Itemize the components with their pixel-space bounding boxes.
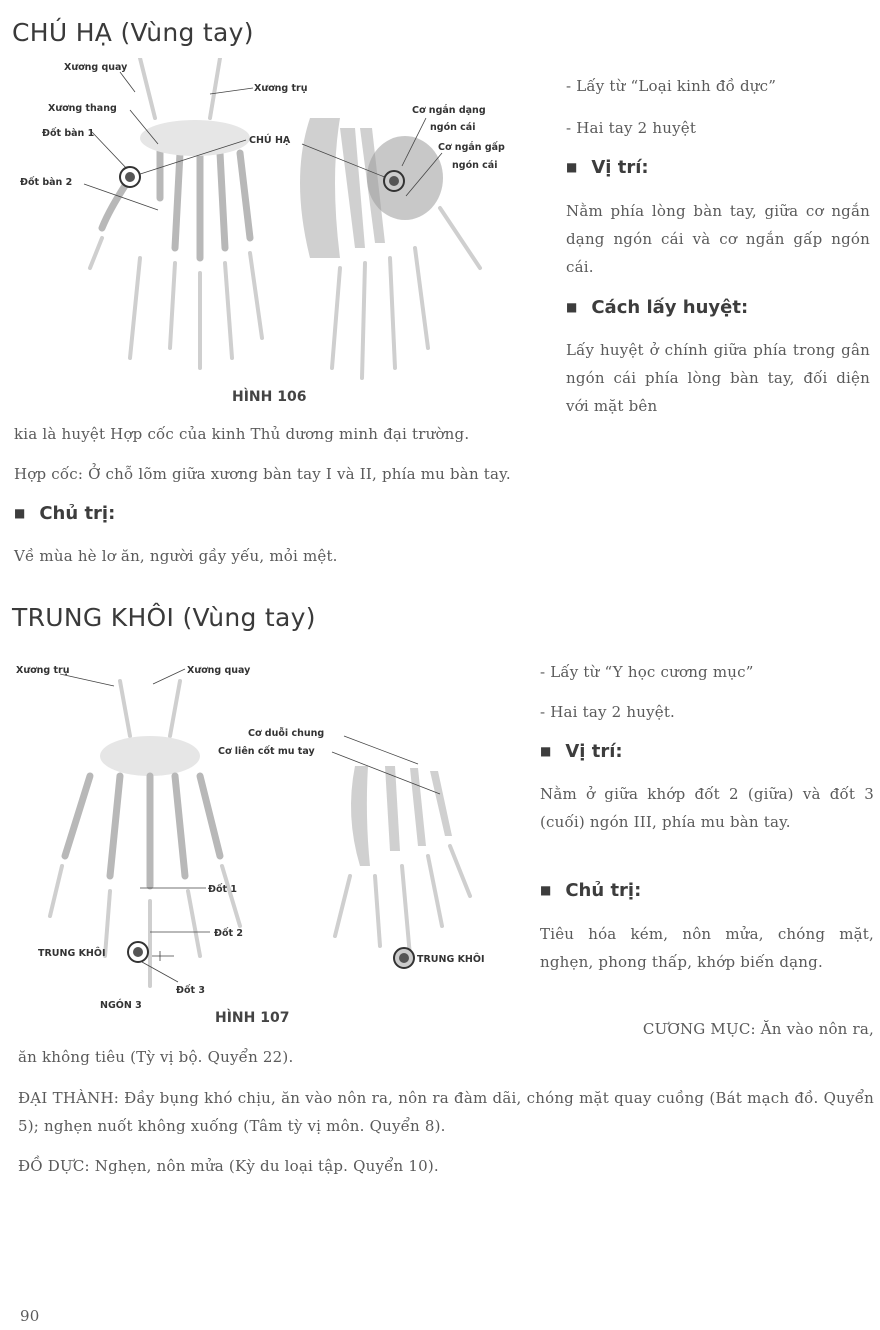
section2-vi-tri-text: Nằm ở giữa khớp đốt 2 (giữa) và đốt 3 (cuối) ngón III, phía mu bàn tay. [540, 785, 874, 831]
figure-106 [10, 58, 530, 410]
section2-chu-tri-text: Tiêu hóa kém, nôn mửa, chóng mặt, nghẹn, phong thấp, khớp biến dạng. [540, 925, 874, 971]
label-co-lien-cot: Cơ liên cốt mu tay [218, 746, 315, 757]
section1-source: - Lấy từ “Loại kinh đồ dực” [566, 77, 777, 95]
label-co-duoi-chung: Cơ duỗi chung [248, 728, 325, 739]
bullet-icon: ■ [566, 300, 578, 314]
section2-do-duc: ĐỒ DỰC: Nghẹn, nôn mửa (Kỳ du loại tập. Quyển 10). [18, 1157, 439, 1175]
section1-chu-tri-text: Về mùa hè lơ ăn, người gầy yếu, mỏi mệt. [14, 547, 338, 565]
trung-khoi-point-marker-left [128, 942, 148, 962]
bullet-icon: ■ [14, 506, 26, 520]
section2-count: - Hai tay 2 huyệt. [540, 703, 676, 721]
label-dot-ban-2: Đốt bàn 2 [20, 177, 73, 188]
section1-cach-lay-heading: ■ Cách lấy huyệt: [566, 297, 749, 318]
label-dot-3: Đốt 3 [176, 985, 205, 996]
label-co-ngan-dang-2: ngón cái [430, 122, 476, 133]
section1-cach-lay-text: Lấy huyệt ở chính giữa phía trong gân ngón cái phía lòng bàn tay, đối diện với mặt bên [566, 341, 870, 415]
label-trung-khoi-left: TRUNG KHÔI [38, 948, 106, 959]
bullet-icon: ■ [540, 883, 552, 897]
page-number: 90 [20, 1307, 40, 1325]
section2-source: - Lấy từ “Y học cương mục” [540, 663, 754, 681]
right-hand-muscle-illustration [335, 766, 470, 956]
chu-ha-point-marker [120, 167, 140, 187]
figure-107 [10, 656, 530, 1028]
label-xuong-tru: Xương trụ [254, 83, 308, 94]
section1-vi-tri-heading: ■ Vị trí: [566, 157, 649, 178]
right-hand-muscle-illustration [300, 118, 480, 378]
label-ngon-3: NGÓN 3 [100, 1000, 142, 1011]
section1-cach-lay-text-cont: kia là huyệt Hợp cốc của kinh Thủ dương minh đại trường. [14, 425, 470, 443]
label-co-ngan-gap-1: Cơ ngắn gấp [438, 142, 505, 153]
label-trung-khoi-right: TRUNG KHÔI [417, 954, 485, 965]
section2-vi-tri-heading: ■ Vị trí: [540, 741, 623, 762]
section2-cuong-muc: CƯƠNG MỤC: Ăn vào nôn ra, [642, 1020, 874, 1038]
section1-count: - Hai tay 2 huyệt [566, 119, 697, 137]
left-hand-skeleton-illustration [50, 681, 240, 986]
section1-title: CHÚ HẠ (Vùng tay) [12, 18, 254, 47]
label-dot-1: Đốt 1 [208, 884, 237, 895]
chu-ha-point-marker-right [384, 171, 404, 191]
section2-title: TRUNG KHÔI (Vùng tay) [12, 603, 316, 632]
section2-cuong-muc-cont: ăn không tiêu (Tỳ vị bộ. Quyển 22). [18, 1048, 294, 1066]
label-co-ngan-gap-2: ngón cái [452, 160, 498, 171]
label-xuong-tru: Xương trụ [16, 665, 70, 676]
label-xuong-thang: Xương thang [48, 103, 117, 114]
section1-vi-tri-text: Nằm phía lòng bàn tay, giữa cơ ngắn dạng ngón cái và cơ ngắn gấp ngón cái. [566, 202, 870, 276]
bullet-icon: ■ [566, 160, 578, 174]
label-xuong-quay: Xương quay [187, 665, 251, 676]
label-co-ngan-dang-1: Cơ ngắn dạng [412, 105, 486, 116]
label-dot-ban-1: Đốt bàn 1 [42, 128, 95, 139]
label-chu-ha: CHÚ HẠ [249, 135, 291, 146]
figure-106-caption: HÌNH 106 [232, 389, 307, 405]
section2-chu-tri-heading: ■ Chủ trị: [540, 880, 642, 901]
trung-khoi-point-marker-right [394, 948, 414, 968]
bullet-icon: ■ [540, 744, 552, 758]
label-xuong-quay: Xương quay [64, 62, 128, 73]
section1-hop-coc: Hợp cốc: Ở chỗ lõm giữa xương bàn tay I và II, phía mu bàn tay. [14, 465, 511, 483]
label-dot-2: Đốt 2 [214, 928, 243, 939]
section1-chu-tri-heading: ■ Chủ trị: [14, 503, 116, 524]
section2-dai-thanh: ĐẠI THÀNH: Đầy bụng khó chịu, ăn vào nôn ra, nôn ra đàm dãi, chóng mặt quay cuồng (Bát mạch đồ. Quyển 5); nghẹn nuốt không xuống (Tâm tỳ vị môn. Quyển 8). [18, 1089, 874, 1135]
figure-107-caption: HÌNH 107 [215, 1010, 290, 1026]
